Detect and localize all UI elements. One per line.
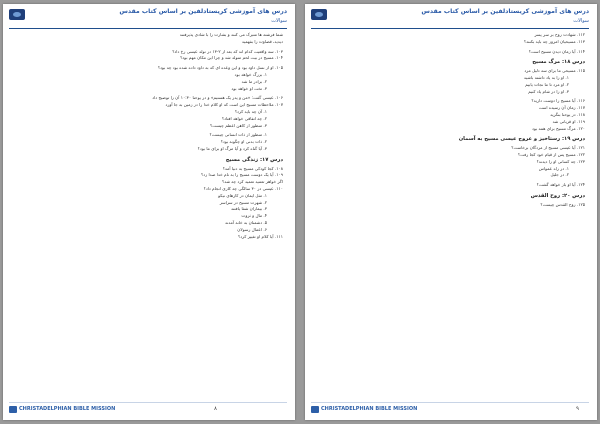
mission-logo-icon <box>311 9 327 20</box>
answer-line: ۲. در جلیل <box>550 172 569 178</box>
page-body <box>15 32 283 398</box>
question: ۱۱۷. زمان آن رسیده است <box>538 105 585 111</box>
answer-line: ۲. چه اتفاقی خواهد افتاد؟ <box>221 115 267 121</box>
page-header <box>9 8 287 29</box>
answer-line: ۱. در راه عمواس <box>538 165 569 171</box>
page-footer <box>9 402 287 415</box>
question: ۱۱۸. در یوحنا بنگرید <box>550 111 585 117</box>
footer-brand: CHRISTADELPHIAN BIBLE MISSION <box>19 406 116 412</box>
question: ۱۰۹. آیا یک دوست مسیح را به نام خدا صدا زد؟ <box>201 172 283 178</box>
header-subtitle: سوالات <box>573 18 589 24</box>
header-subtitle: سوالات <box>271 18 287 24</box>
lesson-heading: درس ۱۸: مرگ مسیح <box>532 59 585 66</box>
answer-line: ۱. مثل ایمان در کارهای نیکو <box>218 192 267 198</box>
question: ۱۲۲. مسیح پس از قیام خود کجا رفت؟ <box>517 151 585 157</box>
answer-line: ۱. منظور از ذات انسانی چیست؟ <box>209 132 267 138</box>
answer-line: ۱. بزرگ خواهد بود <box>234 71 267 77</box>
question: ۱۰۷. ملاحظات مسیح این است که او کلام خدا را در زمین به جا آورد <box>165 102 283 108</box>
answer-line: ۱. آن چه باید کرد؟ <box>234 108 267 114</box>
answer-line: ۵. دشمنان به خانه آمدند <box>225 219 267 225</box>
question: ۱۲۱. آیا عیسی مسیح از مردگان برخاست؟ <box>511 145 585 151</box>
answer-line: ۳. آیا گناه کرد و آیا مرگ او برای ما بود؟ <box>197 145 267 151</box>
mission-mark-icon <box>9 406 17 413</box>
question: ۱۲۵. روح القدس چیست؟ <box>540 201 585 207</box>
left-page <box>3 4 295 420</box>
page-number: ۸ <box>214 406 217 412</box>
question: ۱۰۵. او از نسل داود بود و این وعده ای که به داود داده شده بود چه بود؟ <box>157 65 283 71</box>
question: ۱۰۶. عیسی گفت: «من و پدر یک هستیم» و در یوحنا ۱۰:۳۰ آن را توضیح داد <box>152 95 283 101</box>
lesson-heading: درس ۲۰: روح القدس <box>530 192 585 199</box>
question: ۱۱۶. آیا مسیح را دوست دارید؟ <box>531 98 585 104</box>
lesson-heading: درس ۱۷: زندگی مسیح <box>225 156 283 163</box>
question: اگر خواهر تعمید تعمید کرد چه شد؟ <box>222 179 283 185</box>
question: ۱۱۹. او قربانی شد <box>552 118 585 124</box>
question: ۱۰۸. کجا کودکی مسیح به دنیا آمد؟ <box>222 165 283 171</box>
header-title: درس های آموزشی کریستادلفین بر اساس کتاب مقدس <box>119 8 287 15</box>
question: ۱۰۳. سه واقعیت کدام اند که بعد از ۲-۱۳ در تولد عیسی رخ داد؟ <box>172 48 283 54</box>
answer-line: ۲. شهرت مسیح در سراسر <box>219 199 267 205</box>
answer-line: ۳. تخت او خواهد بود <box>231 85 267 91</box>
answer-line: ۳. او را در شام یاد کنیم <box>528 88 569 94</box>
answer-line: ۲. برادر ما شد <box>241 78 267 84</box>
answer-line: ۲. ذات بدنی او چگونه بود؟ <box>220 139 267 145</box>
page-header <box>311 8 589 29</box>
question: ۱۱۲. شهادت روح بر سر پسر <box>534 32 585 37</box>
question: ۱۱۵. مسیحی ما برای سه دلیل مرد <box>524 68 585 74</box>
text-line: دیدید، قضاوت را بفهمید <box>241 38 283 44</box>
question: ۱۰۴. مسیح در بیت لحم متولد شد و چرا این مکان مهم بود؟ <box>180 55 283 61</box>
question: ۱۱۰. عیسی در ۳۰ سالگی چه کاری انجام داد؟ <box>203 185 283 191</box>
answer-line: ۳. منظور از کاهن اعظم چیست؟ <box>209 122 267 128</box>
text-line: شما فرشته ها متبرک می کنند و بشارت را با شادی پذیرفتند <box>179 32 283 37</box>
header-title: درس های آموزشی کریستادلفین بر اساس کتاب مقدس <box>421 8 589 15</box>
right-page <box>305 4 597 420</box>
mission-mark-icon <box>311 406 319 413</box>
question: ۱۲۴. آیا او باز خواهد گشت؟ <box>536 182 585 188</box>
mission-logo-icon <box>9 9 25 20</box>
page-footer <box>311 402 589 415</box>
question: ۱۱۳. مسیحیان امروز چه باید بکنند؟ <box>523 38 585 44</box>
footer-brand: CHRISTADELPHIAN BIBLE MISSION <box>321 406 418 412</box>
answer-line: ۴. مال و ثروت <box>241 213 267 219</box>
question: ۱۲۳. چه کسانی او را دیدند؟ <box>536 158 585 164</box>
answer-line: ۳. بیماران شفا یافتند <box>230 206 267 212</box>
answer-line: ۶. اعمال رسولان <box>237 226 267 232</box>
question: ۱۲۰. مرگ مسیح برای همه بود <box>532 125 585 131</box>
question: ۱۱۱. آیا کلام او تغییر کرد؟ <box>237 233 283 239</box>
lesson-heading: درس ۱۹: رستاخیز و عروج عیسی مسیح به آسمان <box>458 136 585 143</box>
page-number: ۹ <box>576 406 579 412</box>
question: ۱۱۴. آیا زمان دیدن مسیح است؟ <box>528 48 585 54</box>
page-body <box>317 32 585 398</box>
answer-line: ۱. او را به یاد داشته باشید <box>523 74 569 80</box>
answer-line: ۲. او مرد تا ما نجات یابیم <box>525 81 569 87</box>
